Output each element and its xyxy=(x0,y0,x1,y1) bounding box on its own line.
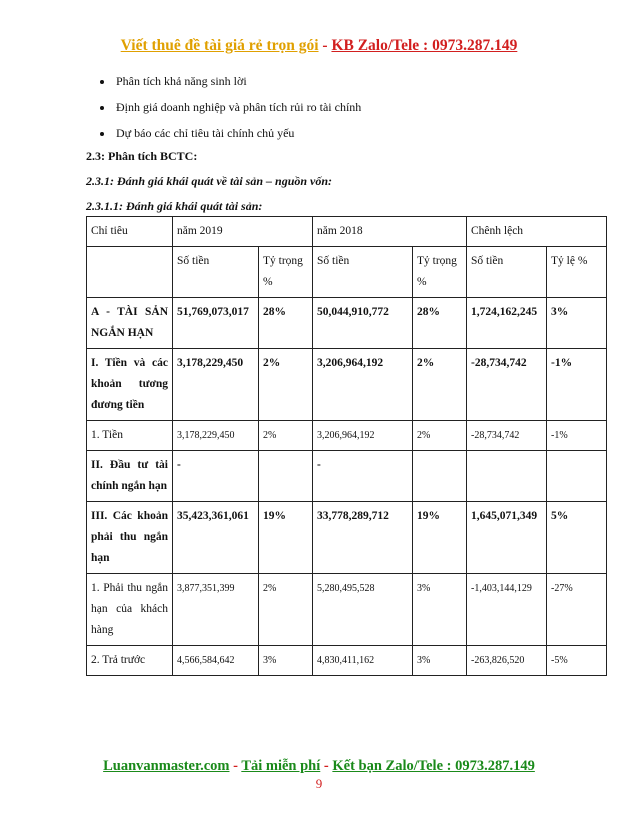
table-cell: -28,734,742 xyxy=(467,349,547,421)
table-cell: 3% xyxy=(413,646,467,676)
table-cell: 35,423,361,061 xyxy=(173,502,259,574)
table-row xyxy=(87,646,607,676)
table-cell: -1% xyxy=(547,421,607,451)
row-label: 1. Tiền xyxy=(87,421,173,451)
table-cell: 50,044,910,772 xyxy=(313,298,413,349)
table-cell: -27% xyxy=(547,574,607,646)
column-header: năm 2018 xyxy=(313,217,467,247)
column-header: năm 2019 xyxy=(173,217,313,247)
table-cell: 33,778,289,712 xyxy=(313,502,413,574)
table-row xyxy=(87,451,607,502)
table-cell: 3,178,229,450 xyxy=(173,421,259,451)
table-cell: 3,206,964,192 xyxy=(313,421,413,451)
column-subheader: Tỷ lệ % xyxy=(547,247,607,298)
section-heading: 2.3: Phân tích BCTC: xyxy=(86,149,198,163)
table-cell: 51,769,073,017 xyxy=(173,298,259,349)
table-cell: -1,403,144,129 xyxy=(467,574,547,646)
footer-site-link[interactable]: Luanvanmaster.com xyxy=(103,758,230,774)
table-cell: - xyxy=(313,451,413,502)
footer-download-link[interactable]: Tải miễn phí xyxy=(241,758,321,774)
asset-table xyxy=(86,216,607,676)
subsection-heading: 2.3.1: Đánh giá khái quát về tài sản – nguồn vốn: xyxy=(86,174,333,188)
table-cell: -28,734,742 xyxy=(467,421,547,451)
table-cell: 3% xyxy=(547,298,607,349)
table-cell: 2% xyxy=(259,421,313,451)
table-row xyxy=(87,502,607,574)
empty-cell xyxy=(87,247,173,298)
table-row xyxy=(87,298,607,349)
table-cell: - xyxy=(173,451,259,502)
table-cell: 3% xyxy=(259,646,313,676)
table-cell: 2% xyxy=(259,349,313,421)
table-cell: 3% xyxy=(413,574,467,646)
table-cell xyxy=(413,451,467,502)
table-row xyxy=(87,574,607,646)
column-subheader: Tỷ trọng % xyxy=(413,247,467,298)
row-label: III. Các khoản phải thu ngắn hạn xyxy=(87,502,173,574)
column-subheader: Tỷ trọng % xyxy=(259,247,313,298)
page-footer xyxy=(0,758,638,775)
column-header: Chênh lệch xyxy=(467,217,607,247)
table-cell: 3,206,964,192 xyxy=(313,349,413,421)
table-cell: 1,724,162,245 xyxy=(467,298,547,349)
bullet-item: • Định giá doanh nghiệp và phân tích rủi ro tài chính xyxy=(114,100,361,114)
table-subheader-row xyxy=(87,247,607,298)
table-cell: 28% xyxy=(259,298,313,349)
table-cell: 1,645,071,349 xyxy=(467,502,547,574)
header-link[interactable]: Viết thuê đề tài giá rẻ trọn gói xyxy=(120,37,319,54)
table-header-row xyxy=(87,217,607,247)
footer-separator: - xyxy=(229,758,242,774)
footer-contact-link[interactable]: Kết bạn Zalo/Tele : 0973.287.149 xyxy=(332,758,535,774)
row-label: II. Đầu tư tài chính ngắn hạn xyxy=(87,451,173,502)
table-cell: -263,826,520 xyxy=(467,646,547,676)
table-cell: 3,877,351,399 xyxy=(173,574,259,646)
table-cell: -1% xyxy=(547,349,607,421)
header-contact-link[interactable]: KB Zalo/Tele : 0973.287.149 xyxy=(331,37,518,54)
footer-separator: - xyxy=(320,758,333,774)
row-label: 1. Phải thu ngắn hạn của khách hàng xyxy=(87,574,173,646)
page-header xyxy=(0,37,638,55)
table-cell: 19% xyxy=(259,502,313,574)
table-cell xyxy=(547,451,607,502)
column-subheader: Số tiền xyxy=(313,247,413,298)
table-cell: 2% xyxy=(413,421,467,451)
header-separator: - xyxy=(318,37,332,54)
page-number: 9 xyxy=(315,776,323,791)
row-label: 2. Trả trước xyxy=(87,646,173,676)
subsubsection-heading: 2.3.1.1: Đánh giá khái quát tài sản: xyxy=(86,199,263,213)
bullet-list xyxy=(86,74,361,152)
table-row xyxy=(87,349,607,421)
row-label: I. Tiền và các khoản tương đương tiền xyxy=(87,349,173,421)
table-row xyxy=(87,421,607,451)
table-cell xyxy=(467,451,547,502)
table-cell: 2% xyxy=(259,574,313,646)
bullet-item: • Dự báo các chỉ tiêu tài chính chủ yếu xyxy=(114,126,361,140)
table-cell: 19% xyxy=(413,502,467,574)
table-cell: 2% xyxy=(413,349,467,421)
column-subheader: Số tiền xyxy=(467,247,547,298)
row-label: A - TÀI SẢN NGẮN HẠN xyxy=(87,298,173,349)
table-cell: 28% xyxy=(413,298,467,349)
column-subheader: Số tiền xyxy=(173,247,259,298)
bullet-item: • Phân tích khả năng sinh lời xyxy=(114,74,361,88)
table-cell: 4,566,584,642 xyxy=(173,646,259,676)
table-cell: 5% xyxy=(547,502,607,574)
table-cell xyxy=(259,451,313,502)
table-cell: 5,280,495,528 xyxy=(313,574,413,646)
table-cell: 3,178,229,450 xyxy=(173,349,259,421)
table-cell: 4,830,411,162 xyxy=(313,646,413,676)
column-header: Chỉ tiêu xyxy=(87,217,173,247)
table-cell: -5% xyxy=(547,646,607,676)
